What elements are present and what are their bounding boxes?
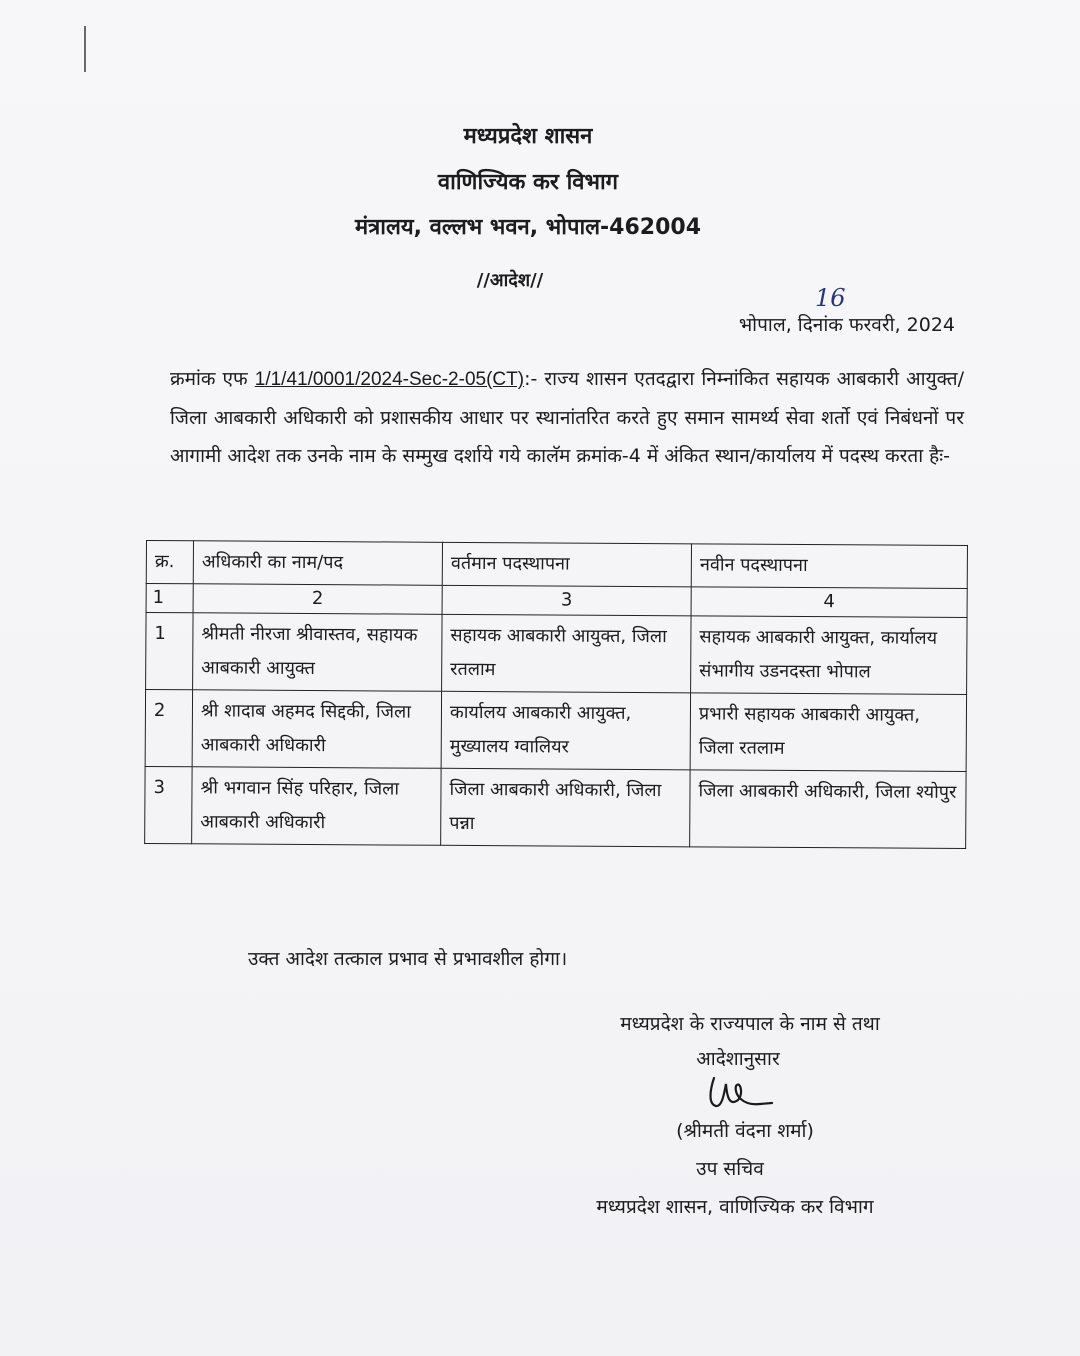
header-officer: अधिकारी का नाम/पद xyxy=(193,541,442,586)
table-cell: श्री भगवान सिंह परिहार, जिला आबकारी अधिकारी xyxy=(192,767,441,846)
signatory-name: (श्रीमती वंदना शर्मा) xyxy=(676,1120,814,1142)
table-cell: 2 xyxy=(145,690,192,767)
handwritten-signature xyxy=(700,1070,780,1116)
column-number: 3 xyxy=(442,585,691,616)
table-cell: श्रीमती नीरजा श्रीवास्तव, सहायक आबकारी आयुक्त xyxy=(193,613,442,692)
header-current-posting: वर्तमान पदस्थापना xyxy=(442,542,691,587)
order-title: //आदेश// xyxy=(476,270,544,291)
order-text: :- राज्य शासन एतदद्वारा निम्नांकित सहायक आबकारी आयुक्त/जिला आबकारी अधिकारी को प्रशासकीय आधार पर स्थानांतरित करते हुए समान सामर्थ्य सेवा शर्तो एवं निबंधनों पर आगामी आदेश तक उनके नाम के सम्मुख दर्शाये गये कालॅम क्रमांक-4 में अंकित स्थान/कार्यालय में पदस्थ करता हैः- xyxy=(170,368,965,467)
column-number: 1 xyxy=(146,584,193,613)
table-cell: कार्यालय आबकारी आयुक्त, मुख्यालय ग्वालियर xyxy=(441,691,690,770)
table-row xyxy=(146,613,967,695)
table-cell: सहायक आबकारी आयुक्त, कार्यालय संभागीय उडनदस्ता भोपाल xyxy=(691,616,967,695)
column-number: 2 xyxy=(193,584,442,615)
table-cell: श्री शादाब अहमद सिद्दकी, जिला आबकारी अधिकारी xyxy=(192,690,441,769)
table-cell: सहायक आबकारी आयुक्त, जिला रतलाम xyxy=(442,614,691,693)
handwritten-day: 16 xyxy=(815,284,846,312)
header-serial: क्र. xyxy=(146,541,193,584)
closing-statement: उक्त आदेश तत्काल प्रभाव से प्रभावशील होगा। xyxy=(248,948,568,970)
table-cell: 1 xyxy=(146,613,193,690)
table-cell: 3 xyxy=(145,766,192,843)
table-cell: जिला आबकारी अधिकारी, जिला श्योपुर xyxy=(690,770,966,849)
table-cell: प्रभारी सहायक आबकारी आयुक्त, जिला रतलाम xyxy=(690,693,966,772)
table-row xyxy=(145,690,966,772)
column-number: 4 xyxy=(691,587,967,618)
table-cell: जिला आबकारी अधिकारी, जिला पन्ना xyxy=(441,768,690,847)
signatory-department: मध्यप्रदेश शासन, वाणिज्यिक कर विभाग xyxy=(596,1196,874,1218)
margin-pencil-mark xyxy=(84,26,86,72)
order-prefix: क्रमांक एफ xyxy=(170,368,255,390)
header-new-posting: नवीन पदस्थापना xyxy=(691,544,967,589)
department-heading: वाणिज्यिक कर विभाग xyxy=(437,170,619,195)
address-heading: मंत्रालय, वल्लभ भवन, भोपाल-462004 xyxy=(354,215,702,240)
by-order-line: आदेशानुसार xyxy=(696,1048,780,1070)
government-heading: मध्यप्रदेश शासन xyxy=(463,124,593,149)
order-body xyxy=(170,360,964,475)
order-reference-number: 1/1/41/0001/2024-Sec-2-05(CT) xyxy=(254,369,525,390)
table-header-row xyxy=(146,541,967,589)
place-date: भोपाल, दिनांक फरवरी, 2024 xyxy=(738,314,955,336)
signatory-designation: उप सचिव xyxy=(696,1158,764,1180)
governor-line: मध्यप्रदेश के राज्यपाल के नाम से तथा xyxy=(620,1013,880,1035)
table-row xyxy=(145,766,966,848)
transfer-table xyxy=(144,540,968,849)
